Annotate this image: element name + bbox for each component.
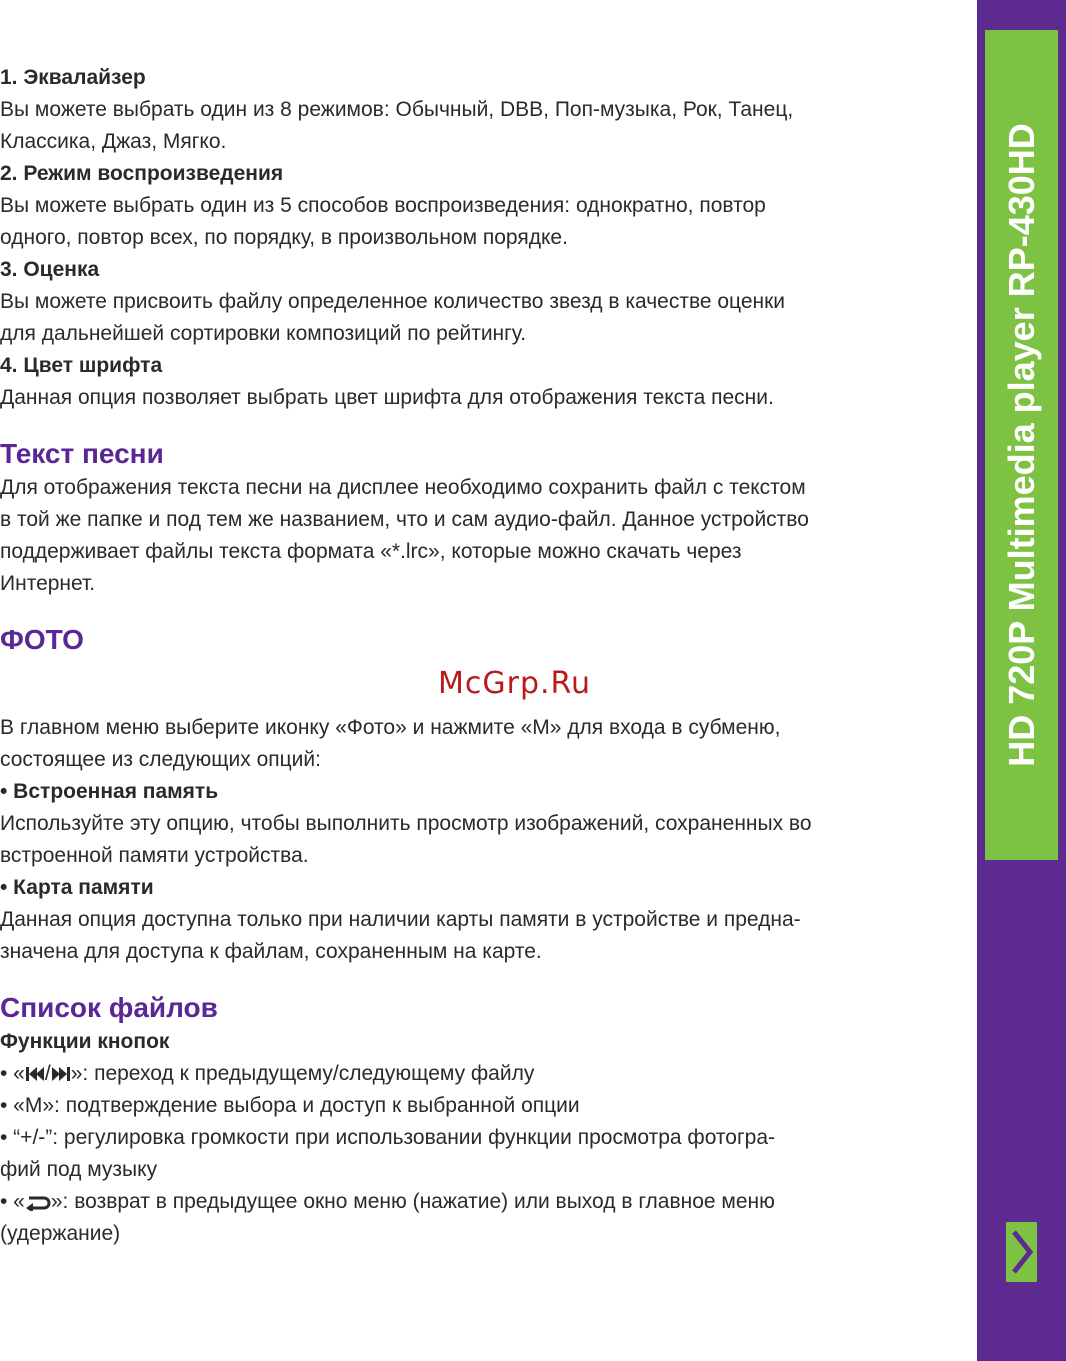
memory-card-heading: • Карта памяти — [0, 876, 154, 899]
memory-card-text-2: значена для доступа к файлам, сохраненным на карте. — [0, 940, 542, 963]
rating-heading: 3. Оценка — [0, 258, 100, 281]
photo-intro-1: В главном меню выберите иконку «Фото» и нажмите «M» для входа в субменю, — [0, 716, 781, 739]
internal-memory-heading: • Встроенная память — [0, 780, 219, 803]
playback-mode-text-1: Вы можете выбрать один из 5 способов воспроизведения: однократно, повтор — [0, 194, 766, 217]
internal-memory-text-2: встроенной памяти устройства. — [0, 844, 309, 867]
memory-card-text-1: Данная опция доступна только при наличии карты памяти в устройстве и предна- — [0, 908, 801, 931]
equalizer-heading: 1. Эквалайзер — [0, 66, 146, 89]
playback-mode-heading: 2. Режим воспроизведения — [0, 162, 284, 185]
photo-title: ФОТО — [0, 624, 84, 655]
lyrics-text-1: Для отображения текста песни на дисплее необходимо сохранить файл с текстом — [0, 476, 806, 499]
lyrics-text-2: в той же папке и под тем же названием, что и сам аудио-файл. Данное устройство — [0, 508, 809, 531]
button-m-line: • «M»: подтверждение выбора и доступ к выбранной опции — [0, 1094, 580, 1117]
button-volume-line-1: • “+/-”: регулировка громкости при использовании функции просмотра фотогра- — [0, 1126, 776, 1149]
rating-text-1: Вы можете присвоить файлу определенное количество звезд в качестве оценки — [0, 290, 786, 313]
sidebar-title-panel — [985, 30, 1058, 860]
sidebar-title: HD 720P Multimedia player RP-430HD — [1001, 123, 1042, 767]
rating-text-2: для дальнейшей сортировки композиций по рейтингу. — [0, 322, 527, 345]
chevron-right-icon — [1010, 1228, 1034, 1276]
equalizer-text-2: Классика, Джаз, Мягко. — [0, 130, 227, 153]
font-color-heading: 4. Цвет шрифта — [0, 354, 163, 377]
next-page-button[interactable] — [1006, 1222, 1037, 1282]
font-color-text: Данная опция позволяет выбрать цвет шрифта для отображения текста песни. — [0, 386, 774, 409]
next-track-icon — [51, 1065, 71, 1083]
button-functions-heading: Функции кнопок — [0, 1030, 170, 1053]
back-return-icon — [25, 1195, 51, 1211]
equalizer-text-1: Вы можете выбрать один из 8 режимов: Обычный, DBB, Поп-музыка, Рок, Танец, — [0, 98, 794, 121]
file-list-title: Список файлов — [0, 992, 218, 1023]
button-back-line-2: (удержание) — [0, 1222, 121, 1245]
button-volume-line-2: фий под музыку — [0, 1158, 158, 1181]
lyrics-text-4: Интернет. — [0, 572, 96, 595]
lyrics-title: Текст песни — [0, 438, 164, 469]
internal-memory-text-1: Используйте эту опцию, чтобы выполнить просмотр изображений, сохраненных во — [0, 812, 812, 835]
sidebar — [977, 0, 1066, 1361]
playback-mode-text-2: одного, повтор всех, по порядку, в произвольном порядке. — [0, 226, 568, 249]
lyrics-text-3: поддерживает файлы текста формата «*.lrc», которые можно скачать через — [0, 540, 742, 563]
button-back-line: • « »: возврат в предыдущее окно меню (нажатие) или выход в главное меню — [0, 1190, 775, 1213]
previous-track-icon — [25, 1065, 45, 1083]
watermark: McGrp.Ru — [438, 666, 592, 701]
photo-intro-2: состоящее из следующих опций: — [0, 748, 321, 771]
button-prev-next-line: • « / »: переход к предыдущему/следующему файлу — [0, 1062, 535, 1085]
page-content — [0, 62, 950, 1250]
